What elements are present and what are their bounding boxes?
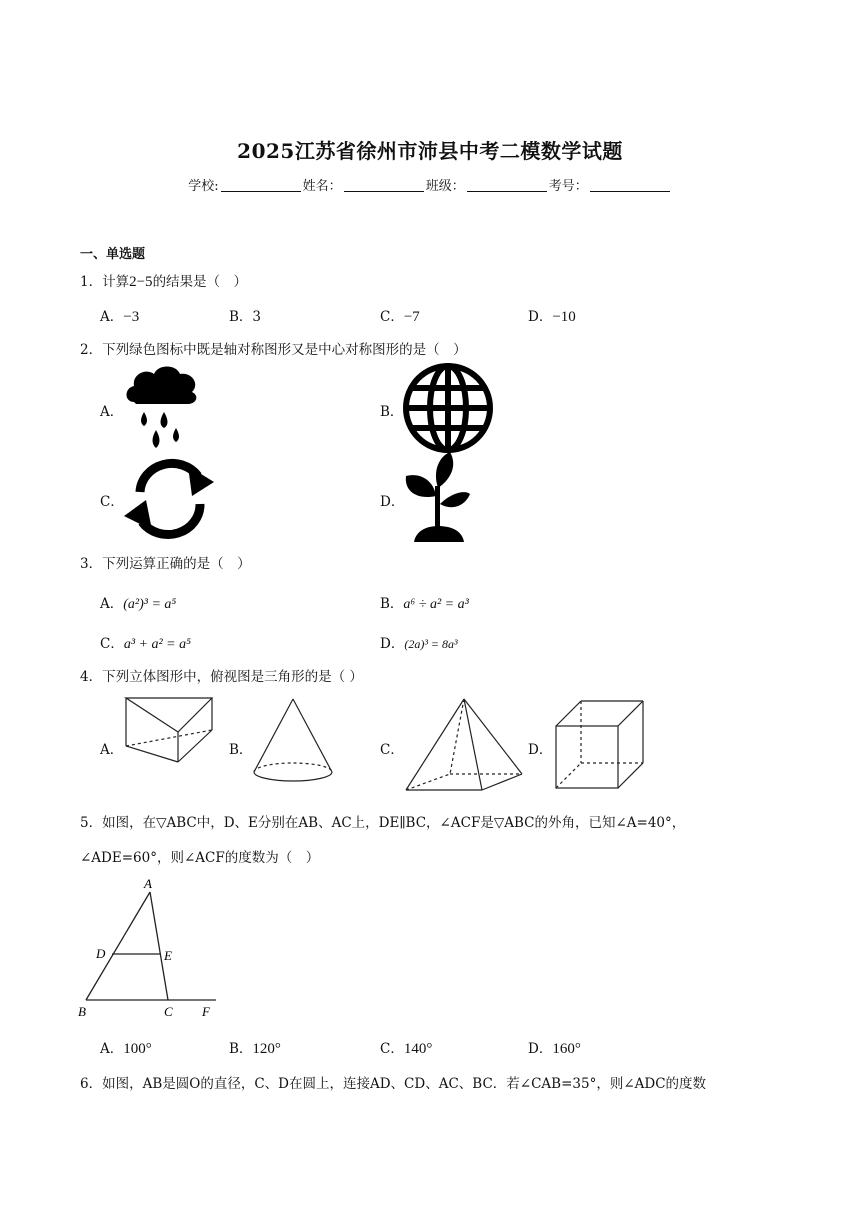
question-5-stem-line-1: 5．如图，在▽ABC中，D、E分别在AB、AC上，DE∥BC，∠ACF是▽ABC的外角，已知∠A=40°， [80, 815, 686, 831]
side-ac [150, 892, 168, 1000]
school-blank[interactable] [221, 179, 301, 192]
school-label: 学校: [188, 179, 219, 194]
q1-option-a[interactable]: A．−3 [100, 309, 140, 325]
label-e: E [164, 948, 172, 963]
class-label: 班级： [425, 179, 465, 194]
name-blank[interactable] [344, 179, 424, 192]
label-b: B [78, 1004, 86, 1019]
question-4-stem: 4．下列立体图形中，俯视图是三角形的是（ ） [80, 669, 363, 685]
section-heading: 一、单选题 [80, 247, 146, 262]
q3-option-c[interactable]: C．a³ + a² = a⁵ [100, 636, 191, 652]
q1-expression: 2−5 [129, 274, 153, 290]
q1-stem-pre: 1．计算 [80, 274, 130, 290]
q3-option-b[interactable]: B．a⁶ ÷ a² = a³ [380, 596, 469, 612]
q1-option-b[interactable]: B．3 [229, 309, 262, 325]
q3-option-b-expr: a⁶ ÷ a² = a³ [403, 597, 469, 612]
q2-option-b-label[interactable]: B． [380, 404, 404, 420]
number-blank[interactable] [590, 179, 670, 192]
q1-option-d[interactable]: D．−10 [528, 309, 576, 325]
recycle-arrows-icon [122, 456, 216, 540]
question-5-stem-line-2: ∠ADE=60°，则∠ACF的度数为（ ） [80, 850, 320, 866]
rain-cloud-icon [124, 362, 200, 454]
q4-option-a-label[interactable]: A． [100, 742, 124, 758]
q2-option-d-label[interactable]: D． [380, 494, 405, 510]
label-a: A [144, 876, 152, 891]
sprout-icon [404, 452, 470, 544]
globe-icon [402, 362, 494, 454]
number-label: 考号： [548, 179, 588, 194]
q4-option-b-label[interactable]: B． [229, 742, 253, 758]
q5-option-b[interactable]: B．120° [229, 1041, 281, 1057]
cube-figure [553, 698, 647, 790]
class-blank[interactable] [467, 179, 547, 192]
label-c: C [164, 1004, 173, 1019]
q3-option-c-expr: a³ + a² = a⁵ [123, 637, 191, 652]
q3-option-a[interactable]: A．(a²)³ = a⁵ [100, 596, 177, 612]
q5-option-a[interactable]: A．100° [100, 1041, 152, 1057]
q5-option-c[interactable]: C．140° [380, 1041, 433, 1057]
page-title: 2025江苏省徐州市沛县中考二模数学试题 [237, 139, 623, 163]
q3-option-d-expr: (2a)³ = 8a³ [404, 637, 458, 651]
q1-option-c[interactable]: C．−7 [380, 309, 420, 325]
label-f: F [202, 1004, 210, 1019]
question-3-stem: 3．下列运算正确的是（ ） [80, 556, 251, 572]
cone-figure [250, 696, 336, 788]
triangular-prism-figure [122, 694, 218, 766]
q5-option-d[interactable]: D．160° [528, 1041, 581, 1057]
question-6-stem: 6．如图，AB是圆O的直径，C、D在圆上，连接AD、CD、AC、BC．若∠CAB=35°，则∠ADC的度数 [80, 1076, 707, 1092]
q4-option-c-label[interactable]: C． [380, 742, 404, 758]
q3-option-d[interactable]: D．(2a)³ = 8a³ [380, 636, 458, 652]
q2-option-a-label[interactable]: A． [100, 404, 124, 420]
student-info-line [0, 175, 860, 194]
pyramid-figure [402, 696, 526, 794]
label-d: D [96, 946, 106, 961]
q4-option-d-label[interactable]: D． [528, 742, 553, 758]
q1-stem-post: 的结果是（ ） [152, 274, 248, 290]
question-2-stem: 2．下列绿色图标中既是轴对称图形又是中心对称图形的是（ ） [80, 342, 467, 358]
q3-option-a-expr: (a²)³ = a⁵ [123, 597, 177, 612]
question-1-stem [80, 270, 247, 291]
triangle-abc-figure [74, 874, 224, 1022]
name-label: 姓名： [302, 179, 342, 194]
q2-option-c-label[interactable]: C． [100, 494, 124, 510]
